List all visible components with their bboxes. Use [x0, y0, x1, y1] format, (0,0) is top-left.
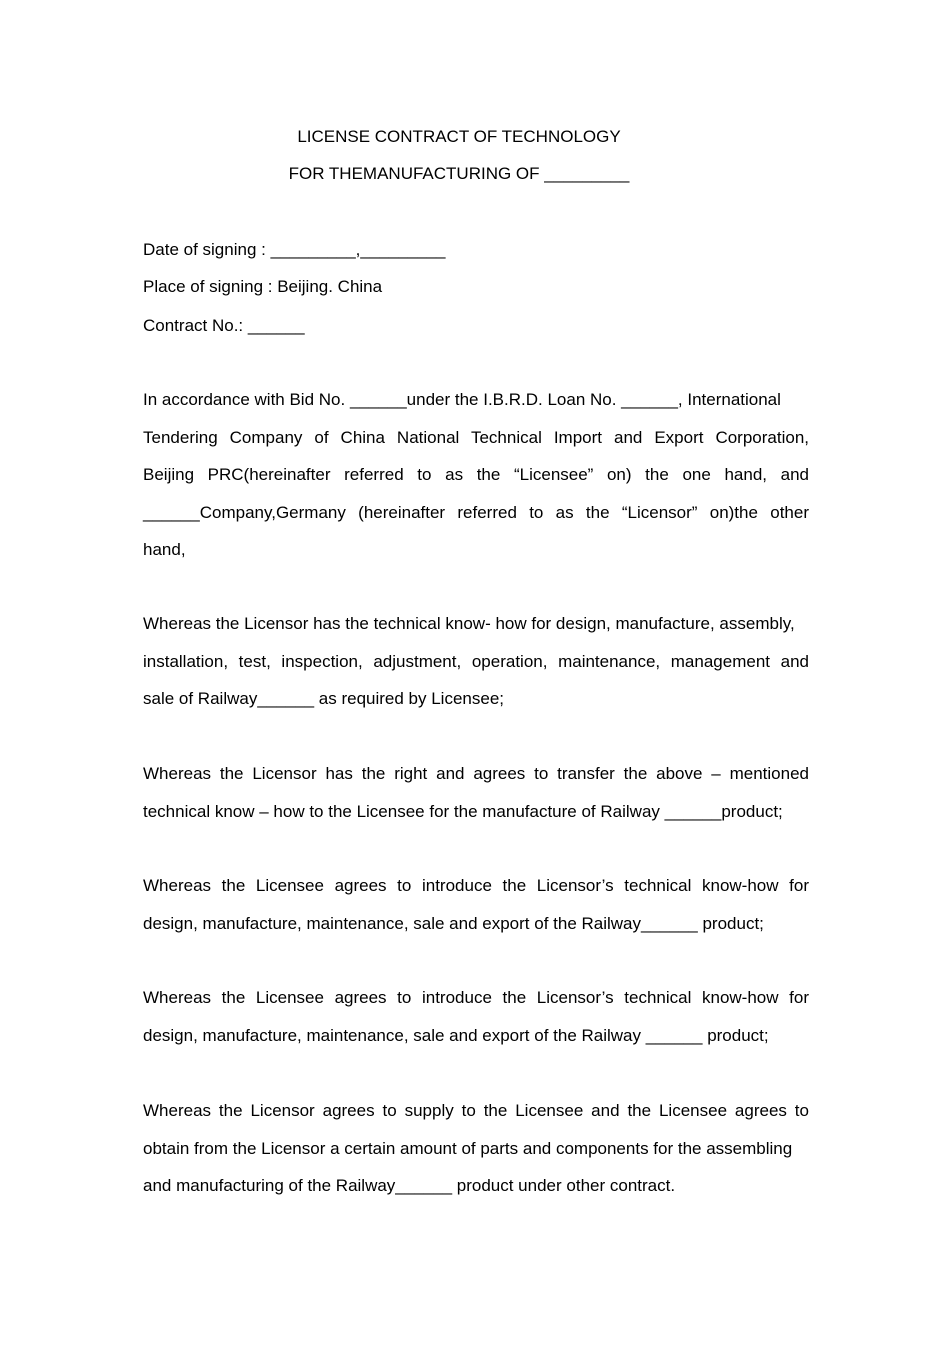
paragraph-line: design, manufacture, maintenance, sale and export of the Railway______ product;: [143, 913, 764, 933]
paragraph-line: Tendering Company of China National Technical Import and Export Corporation,: [143, 427, 809, 447]
whereas-paragraph-3: [143, 876, 809, 951]
paragraph-line: Whereas the Licensee agrees to introduce the Licensor’s technical know-how for: [143, 988, 809, 1007]
document-title-line-1: LICENSE CONTRACT OF TECHNOLOGY: [297, 127, 621, 146]
preamble-paragraph: [143, 390, 809, 578]
contract-number: Contract No.: ______: [143, 316, 305, 335]
whereas-paragraph-4: [143, 988, 809, 1063]
paragraph-line: In accordance with Bid No. ______under the I.B.R.D. Loan No. ______, International: [143, 390, 781, 409]
paragraph-line: and manufacturing of the Railway______ product under other contract.: [143, 1176, 676, 1195]
paragraph-line: technical know – how to the Licensee for the manufacture of Railway ______product;: [143, 801, 783, 821]
document-title-line-2: FOR THEMANUFACTURING OF _________: [288, 164, 630, 183]
paragraph-line: sale of Railway______ as required by Licensee;: [143, 689, 505, 708]
whereas-paragraph-5: [143, 1101, 809, 1214]
paragraph-line: Whereas the Licensee agrees to introduce the Licensor’s technical know-how for: [143, 876, 809, 895]
paragraph-line: Whereas the Licensor agrees to supply to the Licensee and the Licensee agrees to: [143, 1101, 809, 1120]
date-of-signing: Date of signing : _________,_________: [143, 240, 446, 259]
paragraph-line: installation, test, inspection, adjustment, operation, maintenance, management and: [143, 651, 809, 671]
paragraph-line: hand,: [143, 540, 186, 559]
whereas-paragraph-2: [143, 764, 809, 839]
place-of-signing: Place of signing : Beijing. China: [143, 277, 383, 296]
paragraph-line: Whereas the Licensor has the technical know- how for design, manufacture, assembly,: [143, 614, 795, 633]
paragraph-line: Beijing PRC(hereinafter referred to as the “Licensee” on) the one hand, and: [143, 465, 809, 484]
whereas-paragraph-1: [143, 614, 809, 727]
paragraph-line: obtain from the Licensor a certain amount of parts and components for the assembling: [143, 1138, 793, 1158]
paragraph-line: Whereas the Licensor has the right and agrees to transfer the above – mentioned: [143, 764, 809, 783]
paragraph-line: ______Company,Germany (hereinafter referred to as the “Licensor” on)the other: [143, 502, 809, 522]
paragraph-line: design, manufacture, maintenance, sale and export of the Railway ______ product;: [143, 1025, 769, 1045]
